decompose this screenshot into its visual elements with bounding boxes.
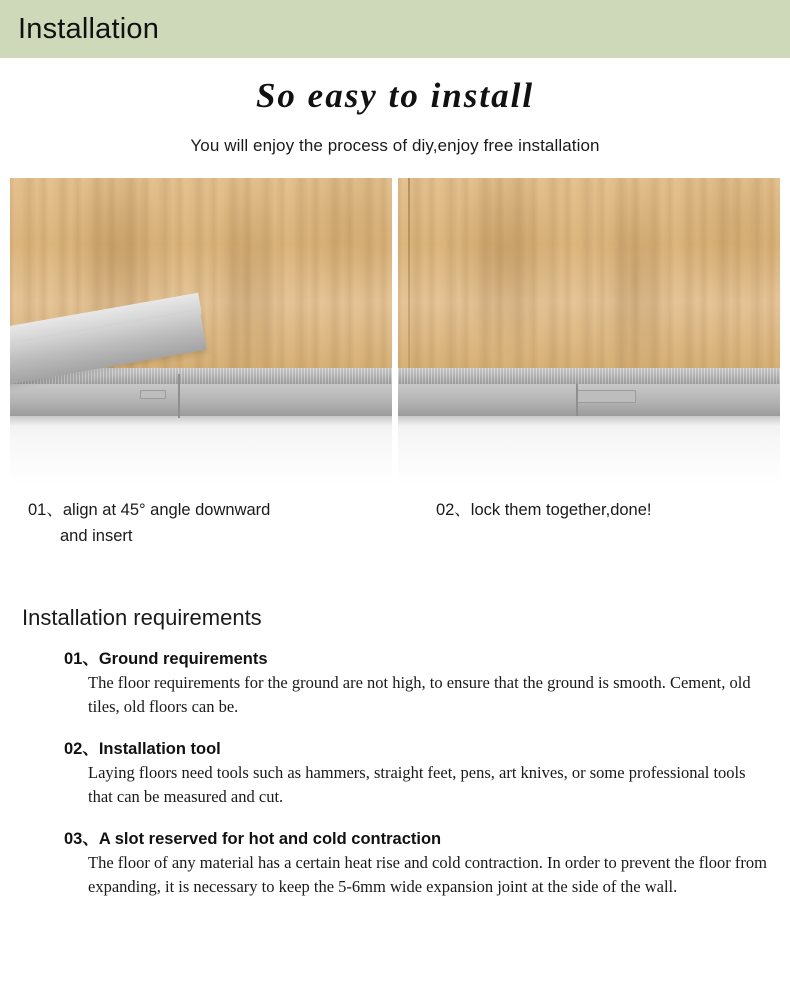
requirement-body: The floor requirements for the ground are not high, to ensure that the ground is smooth. Cement, old tiles, old floors can be.: [88, 673, 751, 717]
requirement-body: The floor of any material has a certain heat rise and cold contraction. In order to prevent the floor from expanding, it is necessary to keep the 5-6mm wide expansion joint at the side of the wall.: [88, 852, 767, 896]
requirement-body: Laying floors need tools such as hammers, straight feet, pens, art knives, or some professional tools that can be measured and cut.: [88, 762, 746, 806]
installation-figure-row: [10, 178, 780, 484]
figure-caption-2-line1: 02、lock them together,done!: [435, 501, 652, 519]
requirement-item: [22, 825, 768, 899]
figure-background-floor: [10, 416, 392, 484]
intro-subheadline: You will enjoy the process of diy,enjoy free installation: [190, 136, 600, 155]
wood-grain-surface-icon: [398, 178, 780, 368]
figure-caption-1-line1: 01、align at 45° angle downward: [28, 501, 271, 519]
figure-locked-together: [398, 178, 780, 484]
plank-seam-line: [408, 178, 410, 368]
requirements-title: Installation requirements: [22, 605, 262, 631]
figure-caption-2: [398, 498, 780, 549]
joint-seam-line: [178, 374, 180, 418]
requirement-heading: 01、Ground requirements: [64, 650, 268, 669]
requirement-item: [22, 735, 768, 809]
intro-headline: So easy to install: [255, 76, 535, 115]
requirement-heading: 03、A slot reserved for hot and cold contraction: [64, 829, 442, 848]
plank-drop-shadow: [398, 416, 780, 426]
page-header-banner: [0, 0, 790, 58]
figure-caption-1-line2: and insert: [60, 526, 133, 545]
figure-caption-1: [10, 498, 392, 549]
locked-joint-detail: [576, 390, 636, 403]
plank-body-layer: [10, 384, 392, 416]
plank-drop-shadow: [10, 416, 392, 426]
page-title: Installation: [18, 12, 160, 45]
figure-caption-row: [10, 498, 780, 549]
intro-section: [0, 58, 790, 156]
plank-core-texture: [398, 368, 780, 384]
requirement-item: [22, 645, 768, 719]
joint-seam-line: [576, 384, 578, 416]
figure-background-floor: [398, 416, 780, 484]
figure-align-45-degrees: [10, 178, 392, 484]
requirement-heading: 02、Installation tool: [64, 739, 221, 758]
tongue-groove-detail: [140, 390, 166, 399]
installation-requirements-section: [22, 605, 768, 899]
